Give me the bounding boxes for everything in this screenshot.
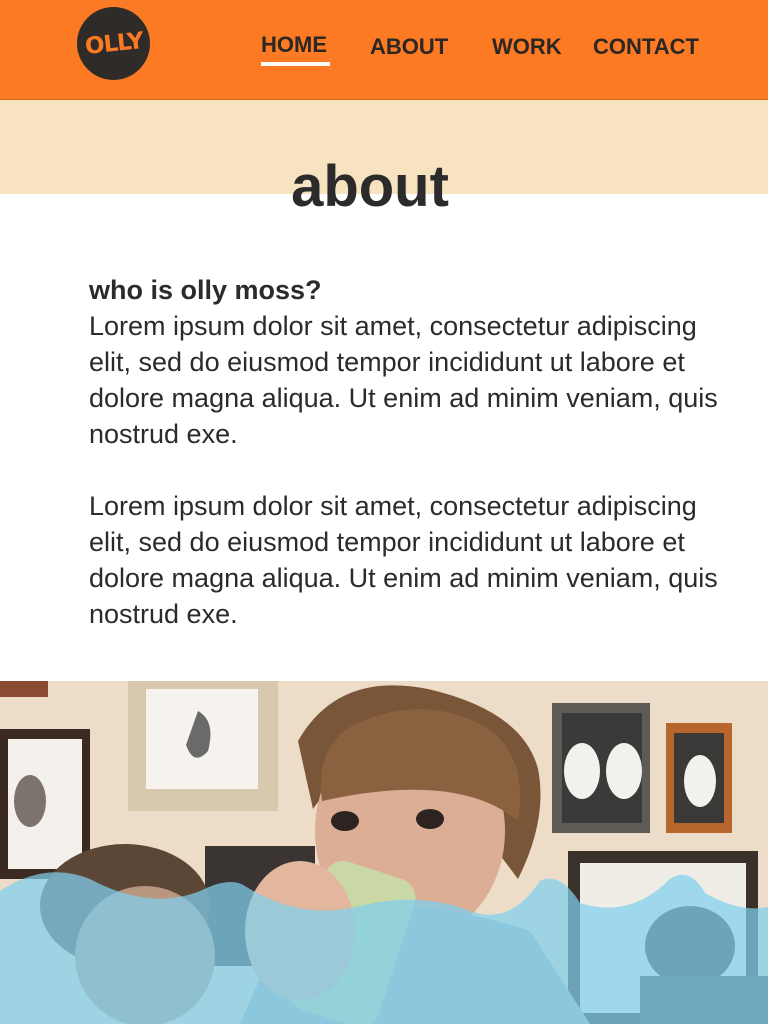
- nav-about[interactable]: ABOUT: [370, 34, 449, 59]
- paragraph-2: Lorem ipsum dolor sit amet, consectetur adipiscing elit, sed do eiusmod tempor incididunt ut labore et dolore magna aliqua. Ut enim ad minim veniam, quis nostrud exe.: [89, 491, 718, 629]
- nav-home[interactable]: HOME: [261, 32, 327, 57]
- section-heading: who is olly moss?: [89, 275, 322, 305]
- nav-active-underline: [261, 62, 330, 66]
- page-title: about: [291, 154, 449, 219]
- paragraph-1: Lorem ipsum dolor sit amet, consectetur adipiscing elit, sed do eiusmod tempor incididunt ut labore et dolore magna aliqua. Ut enim ad minim veniam, quis nostrud exe.: [89, 311, 718, 449]
- olly-logo[interactable]: [77, 7, 150, 80]
- photo-illustration: [0, 681, 768, 1024]
- about-content: [89, 272, 729, 668]
- logo-text: OLLY: [83, 27, 144, 60]
- photo-of-person-drinking: [0, 681, 768, 1024]
- nav-contact[interactable]: CONTACT: [593, 34, 699, 59]
- nav-work[interactable]: WORK: [492, 34, 562, 59]
- site-header: [0, 0, 768, 100]
